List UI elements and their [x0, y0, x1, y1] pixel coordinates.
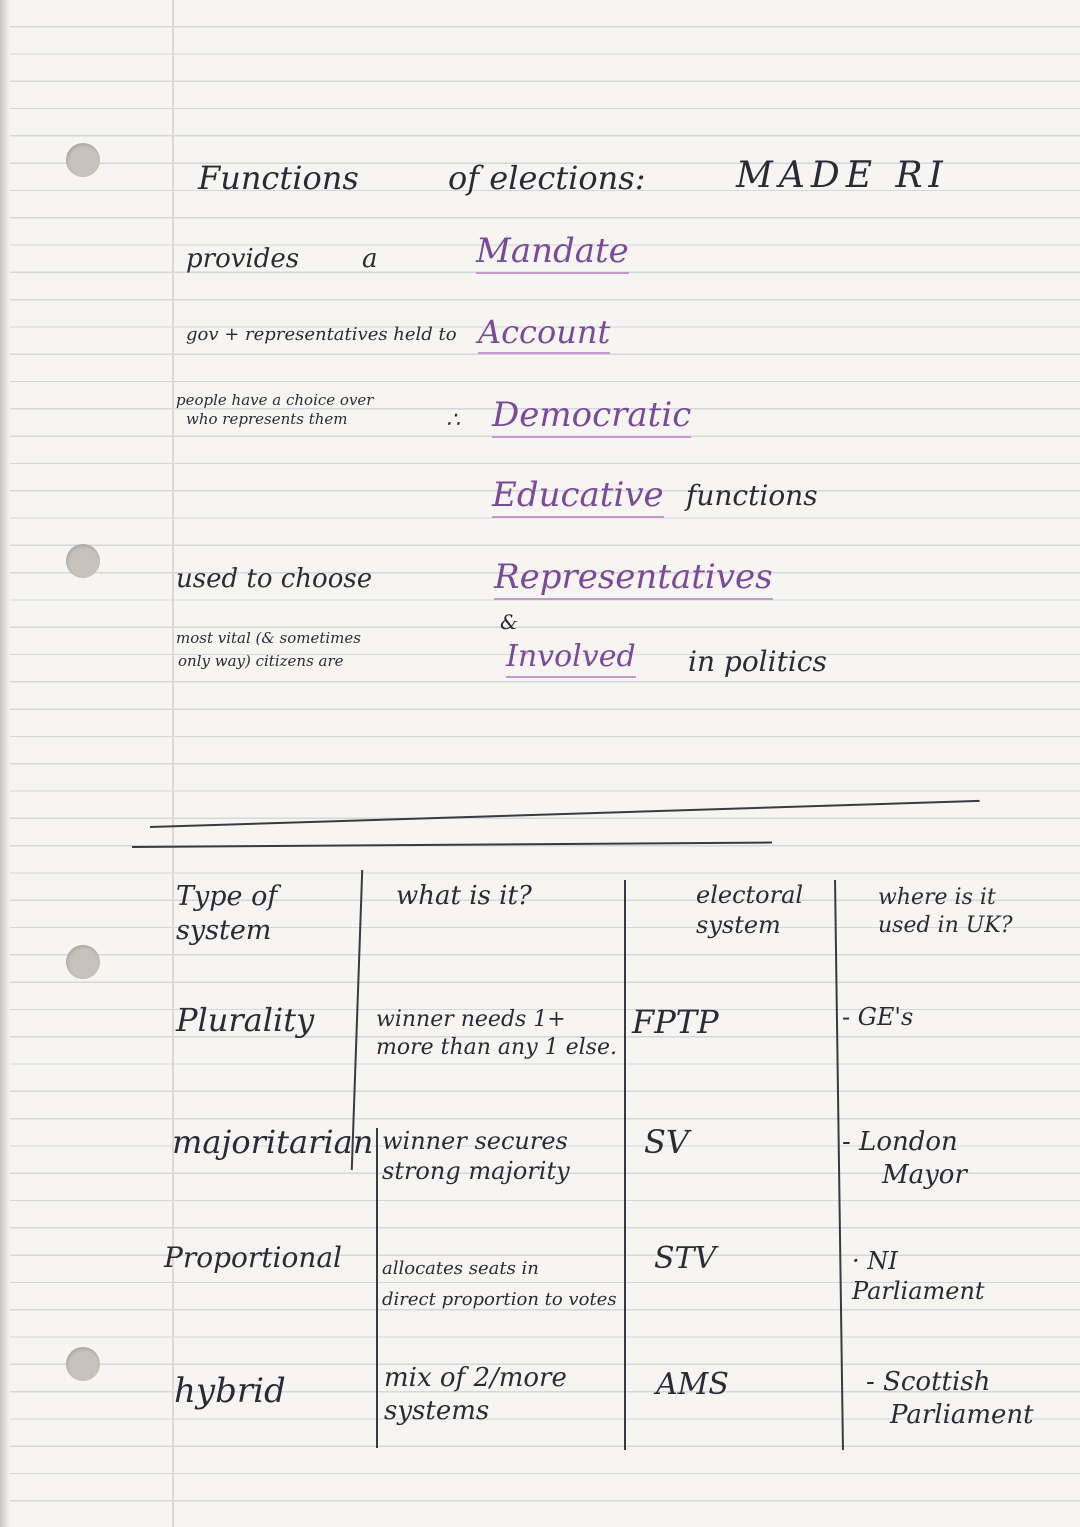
table-row-what: winner secures strong majority — [382, 1127, 570, 1185]
term-educative: Educative — [492, 478, 664, 518]
punch-hole — [66, 1347, 100, 1381]
punch-hole — [66, 544, 100, 578]
note-who-represents: who represents them — [186, 410, 348, 428]
table-column-line — [624, 880, 626, 1450]
note-provides: provides — [186, 244, 300, 274]
table-row-system: STV — [654, 1241, 717, 1276]
table-header-system: electoral system — [696, 881, 804, 939]
term-account: Account — [478, 316, 610, 354]
heading-functions: Functions — [198, 159, 359, 197]
note-in-politics: in politics — [688, 645, 827, 678]
table-row-what: winner needs 1+ more than any 1 else. — [376, 1007, 617, 1060]
table-column-line — [376, 1128, 378, 1448]
table-row-type: Proportional — [164, 1241, 342, 1274]
section-divider — [150, 800, 980, 828]
note-most-vital: most vital (& sometimes — [176, 629, 361, 647]
term-representatives: Representatives — [494, 560, 773, 600]
note-used-to-choose: used to choose — [176, 564, 373, 594]
table-row-system: AMS — [656, 1367, 729, 1402]
table-row-what: mix of 2/more systems — [384, 1363, 567, 1426]
heading-acronym: MADE RI — [736, 155, 949, 196]
table-row-where: - Scottish Parliament — [866, 1367, 1034, 1430]
section-divider — [132, 842, 772, 848]
table-header-what: what is it? — [396, 881, 532, 911]
table-row-where: · NI Parliament — [852, 1247, 985, 1305]
term-mandate: Mandate — [476, 234, 629, 274]
table-row-type: Plurality — [176, 1001, 315, 1039]
term-democratic: Democratic — [492, 398, 691, 438]
table-row-type: hybrid — [174, 1371, 286, 1411]
punch-hole — [66, 945, 100, 979]
table-row-where: - London Mayor — [842, 1127, 967, 1190]
table-row-system: SV — [644, 1123, 690, 1161]
note-only-way: only way) citizens are — [178, 652, 344, 670]
note-people-choice: people have a choice over — [176, 391, 374, 409]
therefore-symbol: ∴ — [446, 408, 460, 433]
note-functions: functions — [686, 479, 818, 512]
heading-of-elections: of elections: — [448, 159, 646, 197]
margin-line — [172, 0, 174, 1527]
term-involved: Involved — [506, 642, 636, 678]
note-a: a — [362, 244, 378, 274]
page-edge-shadow — [0, 0, 10, 1527]
table-row-type: majoritarian — [172, 1123, 374, 1161]
punch-hole — [66, 143, 100, 177]
table-header-where: where is it used in UK? — [878, 885, 1013, 938]
ampersand-mark: & — [500, 610, 518, 634]
table-header-type: Type of system — [176, 881, 278, 946]
table-row-what: allocates seats in direct proportion to votes — [382, 1258, 617, 1310]
note-gov-account: gov + representatives held to — [186, 324, 457, 345]
table-row-system: FPTP — [632, 1003, 719, 1041]
table-row-where: - GE's — [842, 1003, 914, 1031]
